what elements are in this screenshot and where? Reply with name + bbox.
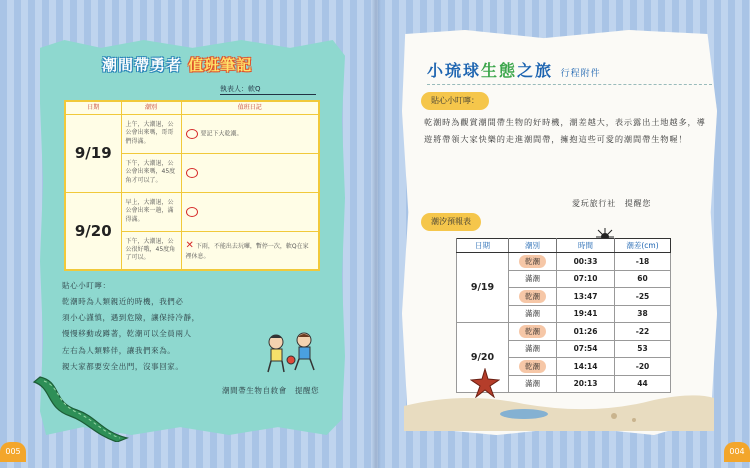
- left-signature: 潮間帶生物自救會 提醒您: [222, 386, 320, 395]
- col-diary: 值班日記: [181, 101, 319, 114]
- tip-title: 貼心小叮嚀：: [62, 281, 111, 290]
- tide-type-cell: [509, 323, 557, 341]
- tide-type-cell: [509, 340, 557, 358]
- tide-time-cell: 14:14: [557, 358, 615, 376]
- col-time: 時間: [557, 239, 615, 253]
- left-page-title: [102, 54, 252, 75]
- table-row: [65, 192, 319, 231]
- tip-line: 須小心謹慎，遇到危險，讓保持冷靜，: [62, 313, 200, 323]
- tide-diff-cell: -18: [615, 253, 671, 271]
- diary-cell: [181, 153, 319, 192]
- title-subtitle: 行程附件: [560, 69, 601, 79]
- diary-cell: ✕ 下雨，不能出去玩囉，暫停一次，軟Q在家裡休息。: [181, 231, 319, 270]
- tide-type-cell: [509, 270, 557, 288]
- col-tide: 潮別: [121, 101, 181, 114]
- tip-badge: 貼心小叮嚀：: [421, 92, 489, 110]
- tide-diff-cell: 44: [615, 375, 671, 393]
- x-mark-icon: ✕: [185, 240, 194, 252]
- title-main: 潮間帶勇者: [102, 56, 183, 74]
- diary-cell: 要記下大乾潮。: [181, 114, 319, 153]
- check-circle-icon: [186, 207, 198, 217]
- tide-cell: 早上，大潮退，公公會出來一趟，滿得滿。: [121, 192, 181, 231]
- tide-time-cell: 00:33: [557, 253, 615, 271]
- tide-cell: 上午，大潮退，公公會出來嗎，哥哥們得滿。: [121, 114, 181, 153]
- tide-time-cell: 20:13: [557, 375, 615, 393]
- agency-signature: 愛玩旅行社 提醒您: [572, 199, 652, 208]
- title-part-c: 之旅: [517, 61, 554, 80]
- check-circle-icon: [186, 168, 198, 178]
- row-date: 9/20: [65, 192, 121, 270]
- check-circle-icon: [186, 129, 198, 139]
- duty-person: 執表人：軟Q: [220, 85, 261, 93]
- tip-line: 乾潮時為人類親近的時機，我們必: [62, 297, 184, 307]
- tide-type-cell: [509, 358, 557, 376]
- diary-cell: [181, 192, 319, 231]
- table-row: [457, 323, 671, 341]
- tide-cell: 下午，大潮退，公公很好哦，45度角了可以。: [121, 231, 181, 270]
- page-number-right: 004: [724, 442, 750, 462]
- tide-diff-cell: -25: [615, 288, 671, 306]
- seaweed-decoration: [32, 372, 132, 442]
- title-highlight: 值班筆記: [188, 56, 253, 74]
- beach-sand-illustration: [404, 386, 714, 431]
- col-date: 日期: [65, 101, 121, 114]
- tide-time-cell: 19:41: [557, 305, 615, 323]
- tip-line: 慢慢移動或蹲著，乾潮可以全員兩人: [62, 329, 192, 339]
- col-diff: 潮差(cm): [615, 239, 671, 253]
- tide-cell: 下午，大潮退，公公會出來嗎，45度角才可以了。: [121, 153, 181, 192]
- title-part-a: 小琉球: [427, 61, 482, 80]
- tide-time-cell: 01:26: [557, 323, 615, 341]
- row-date: 9/19: [65, 114, 121, 192]
- row-date: 9/20: [457, 323, 509, 393]
- tide-diff-cell: -22: [615, 323, 671, 341]
- tide-type-label: 乾潮: [519, 325, 546, 338]
- tide-time-cell: 07:54: [557, 340, 615, 358]
- tide-diff-cell: 60: [615, 270, 671, 288]
- tide-time-cell: 07:10: [557, 270, 615, 288]
- tide-type-cell: [509, 253, 557, 271]
- tip-paragraph: 乾潮時為觀賞潮間帶生物的好時機，潮差越大，表示露出土地越多，導遊將帶領大家快樂的走進潮間帶，擁抱這些可愛的潮間帶生物喔！: [424, 117, 706, 144]
- table-row: [65, 114, 319, 153]
- col-tide-type: 潮別: [509, 239, 557, 253]
- page-number-left: 005: [0, 442, 26, 462]
- row-date: 9/19: [457, 253, 509, 323]
- tip-line: 親大家都要安全出門，沒事回家。: [62, 361, 184, 371]
- tide-diff-cell: -20: [615, 358, 671, 376]
- book-spine: [371, 0, 381, 468]
- table-row: [457, 253, 671, 271]
- tide-type-label: 滿潮: [525, 274, 540, 284]
- tide-diff-cell: 53: [615, 340, 671, 358]
- tide-time-cell: 13:47: [557, 288, 615, 306]
- duty-underline: [220, 94, 316, 95]
- tide-diff-cell: 38: [615, 305, 671, 323]
- duty-table: [64, 100, 320, 271]
- tide-type-cell: [509, 305, 557, 323]
- tide-type-cell: [509, 288, 557, 306]
- title-divider: [427, 84, 712, 85]
- kids-playing-illustration: [262, 330, 324, 378]
- col-date: 日期: [457, 239, 509, 253]
- right-page-title: [427, 58, 601, 81]
- tide-type-label: 滿潮: [525, 379, 540, 389]
- starfish-icon: [470, 368, 500, 398]
- tide-type-label: 乾潮: [519, 360, 546, 373]
- title-part-b: 生態: [481, 61, 518, 80]
- tip-line: 左右為人類夥伴，讓我們來為。: [62, 345, 176, 355]
- tide-type-label: 乾潮: [519, 290, 546, 303]
- tide-type-label: 滿潮: [525, 309, 540, 319]
- forecast-badge: 潮汐預報表: [421, 213, 481, 231]
- tide-type-label: 滿潮: [525, 344, 540, 354]
- tide-type-label: 乾潮: [519, 255, 546, 268]
